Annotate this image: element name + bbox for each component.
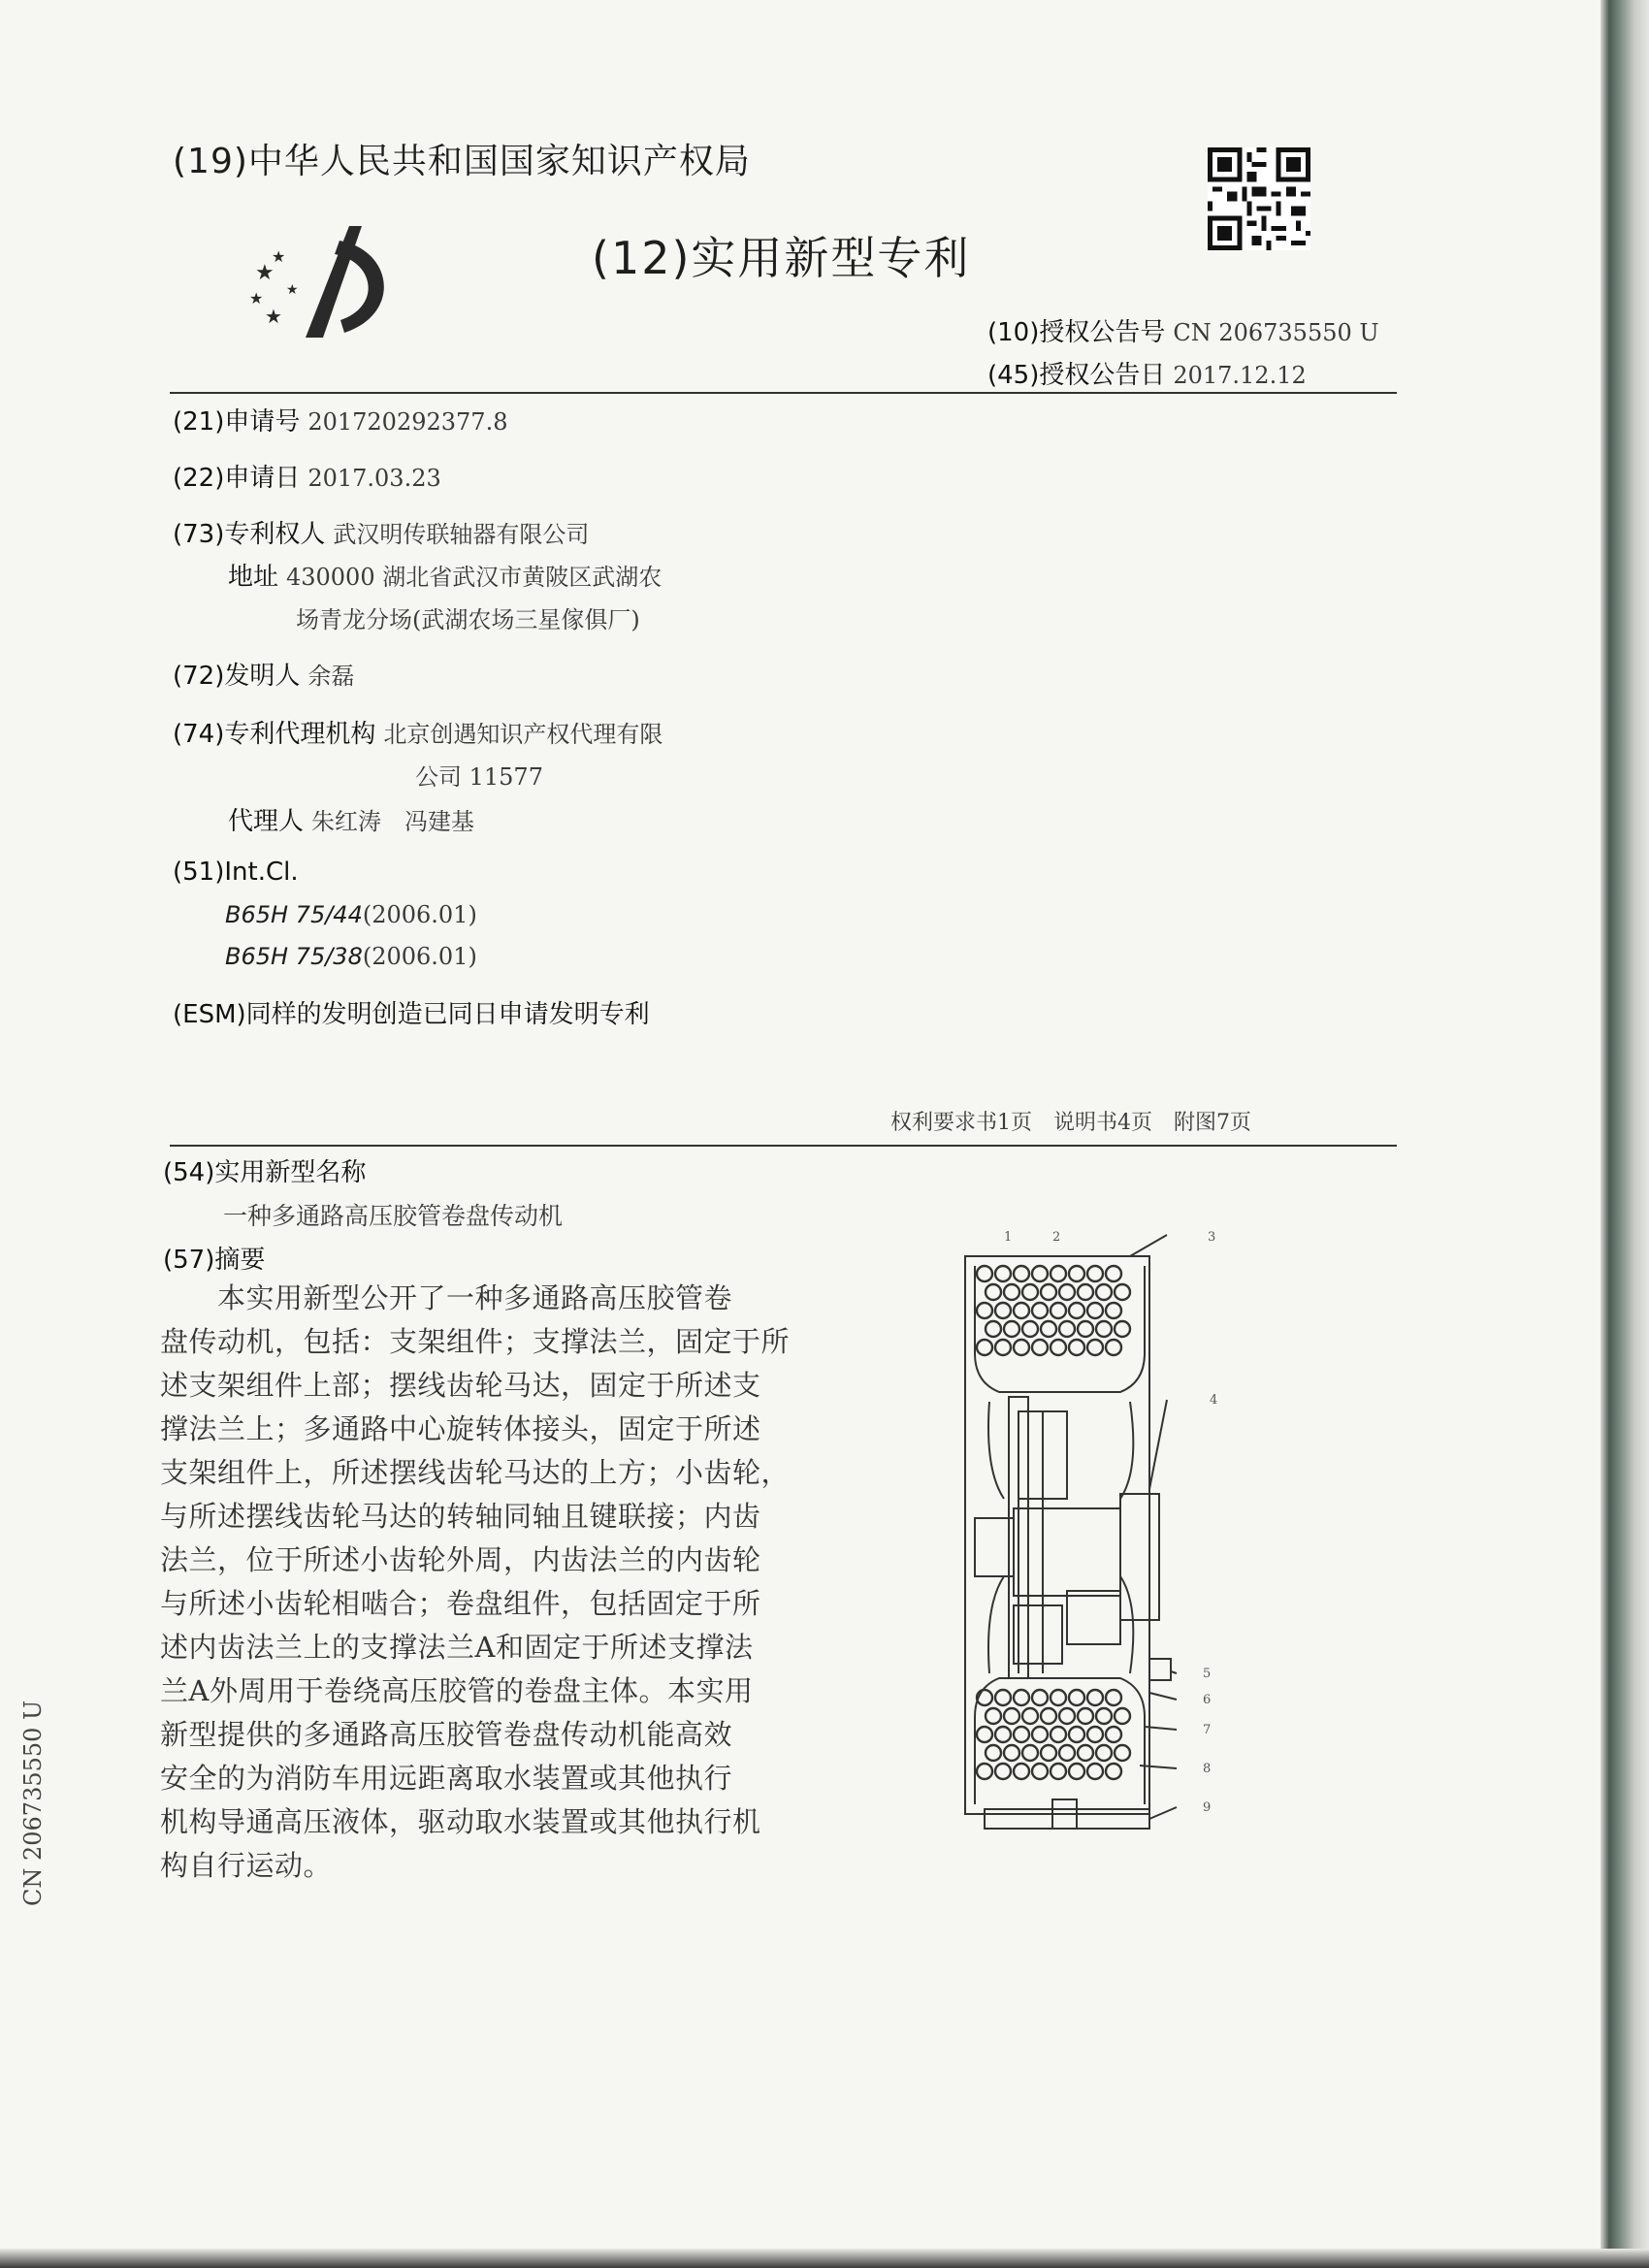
abstract-line: 与所述摆线齿轮马达的转轴同轴且键联接；内齿 <box>160 1500 761 1533</box>
office-name: (19)中华人民共和国国家知识产权局 <box>173 142 751 181</box>
hose-coil <box>1032 1727 1048 1742</box>
esm-note: (ESM)同样的发明创造已同日申请发明专利 <box>173 1000 650 1029</box>
app-date-label: (22)申请日 <box>173 464 301 493</box>
pub-number: CN 206735550 U <box>1173 319 1379 346</box>
hose-coil <box>1051 1303 1066 1318</box>
svg-text:★: ★ <box>286 282 299 298</box>
pub-date: 2017.12.12 <box>1173 362 1307 389</box>
hose-coil <box>995 1764 1011 1779</box>
hose-coil <box>1014 1764 1029 1779</box>
address-row <box>228 557 662 593</box>
hose-coil <box>1069 1303 1084 1318</box>
hose-coil <box>1032 1340 1048 1355</box>
utility-model-title: 一种多通路高压胶管卷盘传动机 <box>223 1202 564 1230</box>
hose-coil <box>1051 1690 1066 1705</box>
page-edge-shadow <box>1600 0 1649 2268</box>
abstract-line: 盘传动机，包括：支架组件；支撑法兰，固定于所 <box>160 1325 791 1358</box>
hose-coil <box>995 1340 1011 1355</box>
fig-label-3: 3 <box>1208 1230 1216 1245</box>
hose-coil <box>1004 1284 1019 1300</box>
abstract-line: 兰A外周用于卷绕高压胶管的卷盘主体。本实用 <box>160 1674 754 1707</box>
hose-coil <box>1041 1745 1056 1761</box>
abstract-line: 新型提供的多通路高压胶管卷盘传动机能高效 <box>160 1718 733 1751</box>
pub-date-row <box>987 355 1307 391</box>
hose-coil <box>1096 1284 1112 1300</box>
inventor-row <box>173 656 354 692</box>
svg-text:★: ★ <box>272 247 286 266</box>
patentee: 武汉明传联轴器有限公司 <box>333 521 590 548</box>
hose-coil <box>986 1284 1001 1300</box>
svg-text:★: ★ <box>249 289 264 308</box>
inventor-label: (72)发明人 <box>173 662 301 691</box>
abstract-line: 撑法兰上；多通路中心旋转体接头，固定于所述 <box>160 1412 761 1445</box>
hose-coil <box>1022 1284 1038 1300</box>
agents: 朱红涛 冯建基 <box>310 808 474 835</box>
pub-number-row <box>987 312 1379 348</box>
hose-coil <box>995 1266 1011 1281</box>
hose-coil <box>1087 1727 1103 1742</box>
fig-label-6: 6 <box>1203 1693 1212 1707</box>
agency-line-2: 公司 11577 <box>415 763 543 791</box>
title-label: (54)实用新型名称 <box>163 1158 367 1187</box>
hose-coil <box>1004 1745 1019 1761</box>
ipc-version-2: (2006.01) <box>362 943 477 970</box>
abstract-line: 安全的为消防车用远距离取水装置或其他执行 <box>160 1762 733 1795</box>
pub-date-label: (45)授权公告日 <box>987 361 1166 390</box>
address-line-1: 430000 湖北省武汉市黄陂区武湖农 <box>285 564 663 591</box>
hose-coil <box>1087 1303 1103 1318</box>
hose-coil <box>1059 1321 1075 1337</box>
hose-coil <box>986 1321 1001 1337</box>
hose-coil <box>1106 1764 1121 1779</box>
hose-coil <box>1069 1727 1084 1742</box>
hose-coil <box>1078 1745 1093 1761</box>
hose-coil <box>1051 1727 1066 1742</box>
hose-coil <box>1041 1708 1056 1724</box>
hose-coil <box>1014 1727 1029 1742</box>
hose-coil <box>995 1727 1011 1742</box>
fig-label-5: 5 <box>1203 1667 1212 1681</box>
pages-info: 权利要求书1页 说明书4页 附图7页 <box>890 1111 1251 1135</box>
agency-line-1: 北京创遇知识产权代理有限 <box>383 721 663 748</box>
hose-coil <box>1115 1745 1130 1761</box>
hose-coil <box>1022 1708 1038 1724</box>
fig-label-9: 9 <box>1203 1800 1212 1815</box>
ipc-version-1: (2006.01) <box>362 901 477 928</box>
agency-row <box>173 714 663 750</box>
app-number-label: (21)申请号 <box>173 407 301 437</box>
ipc-code-1: B65H 75/44 <box>225 901 363 928</box>
abstract-text <box>160 1277 791 1888</box>
document-type: (12)实用新型专利 <box>592 232 971 284</box>
fig-label-1: 1 <box>1004 1230 1013 1245</box>
page-bottom-shadow <box>0 2249 1649 2268</box>
hose-coil <box>1022 1321 1038 1337</box>
abstract-line: 述支架组件上部；摆线齿轮马达，固定于所述支 <box>160 1369 761 1402</box>
abstract-line: 机构导通高压液体，驱动取水装置或其他执行机 <box>160 1805 761 1838</box>
hose-coil <box>1087 1764 1103 1779</box>
hose-coil <box>1059 1708 1075 1724</box>
hose-coil <box>1004 1708 1019 1724</box>
app-number-row <box>173 402 507 437</box>
hose-coil <box>1014 1690 1029 1705</box>
hose-coil <box>1106 1727 1121 1742</box>
hose-coil <box>1014 1340 1029 1355</box>
hose-coil <box>977 1764 992 1779</box>
hose-coil <box>1078 1708 1093 1724</box>
side-publication-number: CN 206735550 U <box>19 1700 47 1906</box>
hose-coil <box>1087 1340 1103 1355</box>
svg-text:★: ★ <box>265 305 282 328</box>
hose-coil <box>1078 1321 1093 1337</box>
abstract-line: 法兰，位于所述小齿轮外周，内齿法兰的内齿轮 <box>160 1543 761 1576</box>
hose-coil <box>1069 1690 1084 1705</box>
agent-row <box>228 801 474 837</box>
hose-coil <box>977 1727 992 1742</box>
hose-coil <box>977 1266 992 1281</box>
section-rule <box>170 1145 1397 1147</box>
hose-coil <box>1078 1284 1093 1300</box>
abstract-figure <box>955 1227 1246 1838</box>
address-label: 地址 <box>228 563 279 592</box>
abstract-line: 本实用新型公开了一种多通路高压胶管卷 <box>160 1281 733 1314</box>
patentee-row <box>173 514 589 550</box>
hose-coil <box>1087 1690 1103 1705</box>
hose-coil <box>1014 1266 1029 1281</box>
fig-label-4: 4 <box>1210 1393 1218 1408</box>
hose-coil <box>995 1690 1011 1705</box>
hose-coil <box>1051 1340 1066 1355</box>
hose-coil <box>1106 1690 1121 1705</box>
hose-coil <box>1014 1303 1029 1318</box>
hose-coil <box>1022 1745 1038 1761</box>
hose-coil <box>1115 1708 1130 1724</box>
abstract-line: 构自行运动。 <box>160 1849 333 1882</box>
qr-code <box>1208 147 1310 250</box>
app-number: 201720292377.8 <box>307 408 508 436</box>
hose-coil <box>1069 1266 1084 1281</box>
ipc-row-2 <box>225 942 477 970</box>
inventor: 余磊 <box>307 663 355 690</box>
patentee-label: (73)专利权人 <box>173 520 326 549</box>
svg-text:★: ★ <box>255 261 275 285</box>
hose-coil <box>1115 1284 1130 1300</box>
hose-coil <box>1096 1745 1112 1761</box>
hose-coil <box>1032 1266 1048 1281</box>
hose-coil <box>1115 1321 1130 1337</box>
hose-coil <box>1096 1321 1112 1337</box>
app-date: 2017.03.23 <box>307 465 441 492</box>
hose-coil <box>1106 1303 1121 1318</box>
hose-coil <box>1032 1303 1048 1318</box>
fig-label-2: 2 <box>1052 1230 1061 1245</box>
hose-coil <box>1051 1266 1066 1281</box>
hose-coil <box>1069 1340 1084 1355</box>
pub-number-label: (10)授权公告号 <box>987 318 1166 347</box>
hose-coil <box>1106 1266 1121 1281</box>
hose-coil <box>1096 1708 1112 1724</box>
fig-label-7: 7 <box>1203 1723 1212 1737</box>
hose-coil <box>1032 1764 1048 1779</box>
hose-coil <box>1059 1284 1075 1300</box>
hose-coil <box>977 1303 992 1318</box>
hose-coil <box>986 1708 1001 1724</box>
abstract-line: 支架组件上，所述摆线齿轮马达的上方；小齿轮， <box>160 1456 791 1489</box>
hose-coil <box>977 1340 992 1355</box>
header-rule <box>170 392 1397 394</box>
ipc-row-1 <box>225 900 477 928</box>
hose-coil <box>1087 1266 1103 1281</box>
hose-coil <box>1041 1321 1056 1337</box>
hose-coil <box>995 1303 1011 1318</box>
hose-coil <box>986 1745 1001 1761</box>
abstract-line: 述内齿法兰上的支撑法兰A和固定于所述支撑法 <box>160 1631 754 1664</box>
hose-coil <box>1106 1340 1121 1355</box>
cnipa-logo <box>247 221 403 347</box>
fig-label-8: 8 <box>1203 1762 1212 1776</box>
address-line-2: 场青龙分场(武湖农场三星傢俱厂) <box>296 606 640 633</box>
hose-coil <box>1004 1321 1019 1337</box>
abstract-line: 与所述小齿轮相啮合；卷盘组件，包括固定于所 <box>160 1587 761 1620</box>
hose-coil <box>1069 1764 1084 1779</box>
hose-coil <box>1041 1284 1056 1300</box>
ipc-code-2: B65H 75/38 <box>225 943 363 970</box>
app-date-row <box>173 458 441 494</box>
hose-coil <box>1032 1690 1048 1705</box>
hose-coil <box>1059 1745 1075 1761</box>
hose-coil <box>1051 1764 1066 1779</box>
ipc-label: (51)Int.Cl. <box>173 858 299 887</box>
motor-body <box>1014 1508 1120 1596</box>
agent-label: 代理人 <box>228 807 305 836</box>
agency-label: (74)专利代理机构 <box>173 720 376 749</box>
abstract-label: (57)摘要 <box>163 1246 266 1275</box>
